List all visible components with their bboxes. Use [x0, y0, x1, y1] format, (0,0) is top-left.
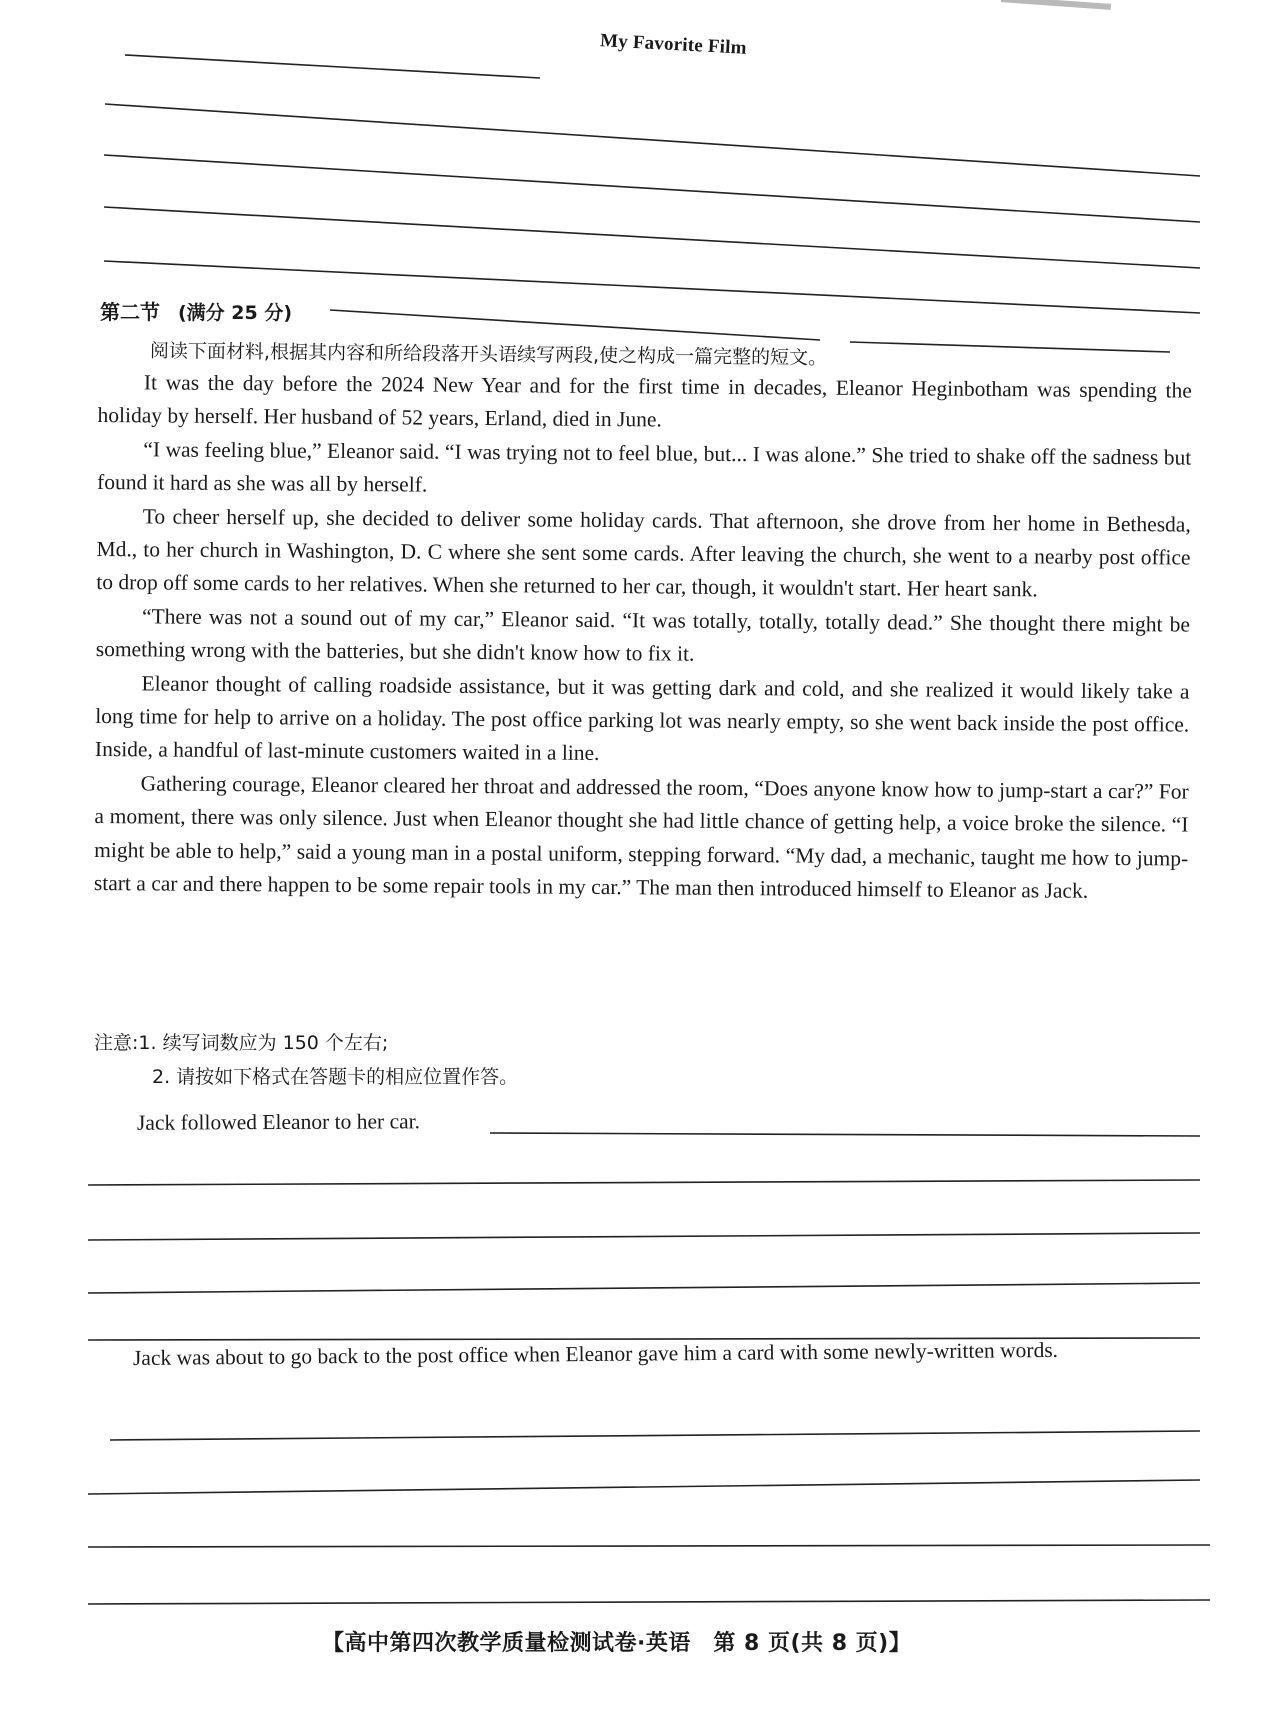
sample-film-title: My Favorite Film	[599, 30, 748, 59]
passage-paragraph: “There was not a sound out of my car,” Eleanor said. “It was totally, totally, totally dead.” She thought there might be something wrong with the batteries, but she didn't know how to fix it.	[95, 604, 1191, 666]
note-word-count: 注意:1. 续写词数应为 150 个左右;	[94, 1032, 389, 1054]
page-footer: 【高中第四次教学质量检测试卷·英语 第 8 页(共 8 页)】	[322, 1631, 912, 1656]
passage-paragraph: Eleanor thought of calling roadside assistance, but it was getting dark and cold, and she realized it would likely take a long time for help to arrive on a holiday. The post office parking lot was nearly empty, so she went back inside the post office. Inside, a handful of last-minute customers waited in a line.	[94, 671, 1190, 766]
reading-passage	[94, 366, 1192, 909]
section-instruction: 阅读下面材料,根据其内容和所给段落开头语续写两段,使之构成一篇完整的短文。	[149, 340, 828, 370]
writing-notes	[94, 1026, 518, 1094]
section-title: 第二节	[100, 300, 160, 324]
paragraph-two-opening: Jack was about to go back to the post office when Eleanor gave him a card with some newly-written words.	[132, 1337, 1059, 1370]
paragraph-one-opening: Jack followed Eleanor to her car.	[136, 1109, 421, 1135]
section-score: (满分 25 分)	[178, 302, 293, 324]
section-heading	[100, 296, 292, 325]
passage-paragraph: “I was feeling blue,” Eleanor said. “I was trying not to feel blue, but... I was alone.” She tried to shake off the sadness but found it hard as she was all by herself.	[96, 437, 1192, 497]
passage-paragraph: It was the day before the 2024 New Year and for the first time in decades, Eleanor Heginbotham was spending the holiday by herself. Her husband of 52 years, Erland, died in June.	[97, 370, 1192, 432]
passage-paragraph: Gathering courage, Eleanor cleared her throat and addressed the room, “Does anyone know how to jump-start a car?” For a moment, there was only silence. Just when Eleanor thought she had little chance of getting help, a voice broke the silence. “I might be able to help,” said a young man in a postal uniform, stepping forward. “My dad, a mechanic, taught me how to jump-start a car and there happen to be some repair tools in my car.” The man then introduced himself to Eleanor as Jack.	[93, 771, 1189, 903]
passage-paragraph: To cheer herself up, she decided to deliver some holiday cards. That afternoon, she drove from her home in Bethesda, Md., to her church in Washington, D. C where she sent some cards. After leaving the church, she went to a nearby post office to drop off some cards to her relatives. When she returned to her car, though, it wouldn't start. Her heart sank.	[96, 503, 1191, 602]
note-answer-format: 2. 请按如下格式在答题卡的相应位置作答。	[152, 1066, 519, 1088]
